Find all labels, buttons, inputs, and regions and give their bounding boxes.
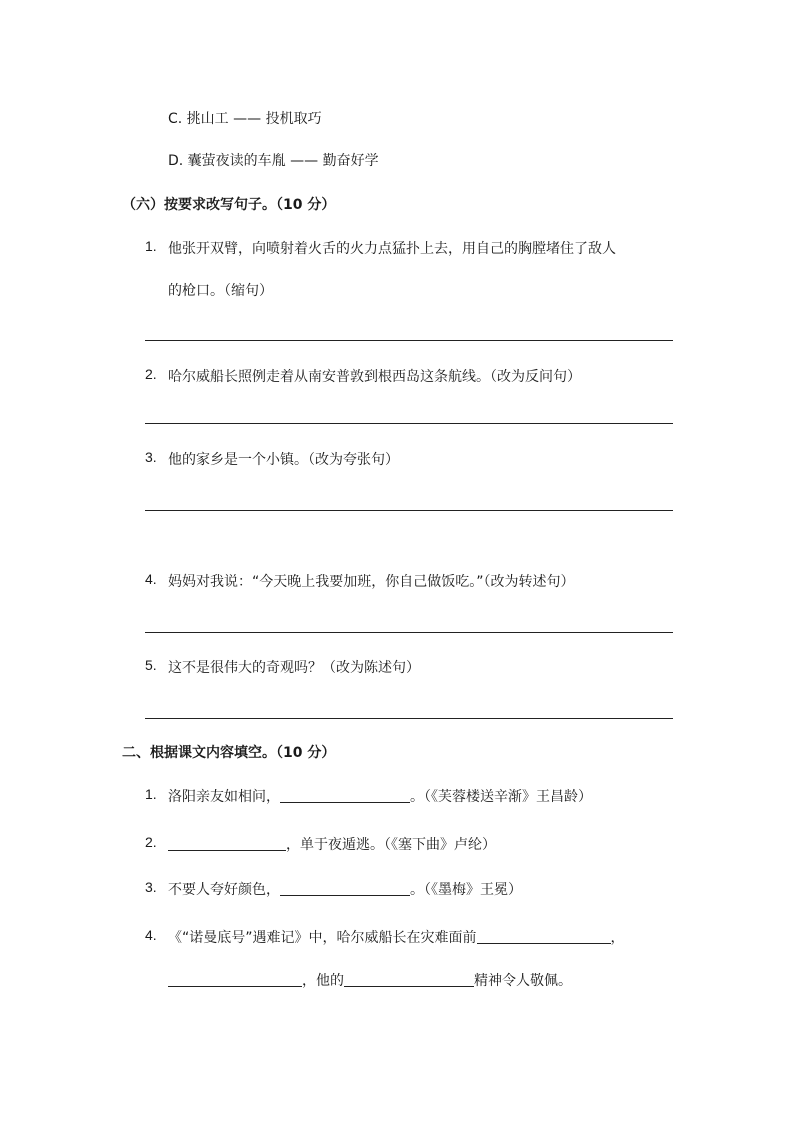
s2-item3-number: 3.: [145, 879, 157, 895]
fill-blank-3[interactable]: [280, 881, 410, 896]
s6-item5-text: 这不是很伟大的奇观吗？（改为陈述句）: [168, 660, 420, 676]
s6-item1-text: 他张开双臂，向喷射着火舌的火力点猛扑上去，用自己的胸膛堵住了敌人: [168, 241, 616, 257]
s2-item1-post: 。（《芙蓉楼送辛渐》王昌龄）: [410, 789, 592, 805]
s6-item2-number: 2.: [145, 366, 157, 382]
s6-item2-text: 哈尔威船长照例走着从南安普敦到根西岛这条航线。（改为反问句）: [168, 369, 581, 385]
answer-line-1[interactable]: [145, 340, 673, 341]
s2-item1-line: [168, 786, 592, 806]
s2-item4-mid: ，他的: [302, 973, 344, 989]
s2-item2-line: [168, 834, 496, 854]
option-d: D. 囊萤夜读的车胤 —— 勤奋好学: [168, 153, 379, 169]
s2-item1-pre: 洛阳亲友如相问，: [168, 789, 280, 805]
section6-heading: （六）按要求改写句子。（10 分）: [122, 197, 336, 213]
s2-item3-pre: 不要人夸好颜色，: [168, 882, 280, 898]
fill-blank-4[interactable]: [477, 929, 611, 944]
s2-item2-post: ，单于夜遁逃。（《塞下曲》卢纶）: [286, 837, 496, 853]
s2-item3-post: 。（《墨梅》王冕）: [410, 882, 522, 898]
s2-item3-line: [168, 879, 522, 899]
s6-item1-text-cont: 的枪口。（缩句）: [168, 283, 273, 299]
fill-blank-6[interactable]: [344, 972, 474, 987]
fill-blank-5[interactable]: [168, 972, 302, 987]
option-c: C. 挑山工 —— 投机取巧: [168, 111, 322, 127]
s6-item5-number: 5.: [145, 657, 157, 673]
s2-item4-line-cont: [168, 970, 572, 990]
s2-item1-number: 1.: [145, 786, 157, 802]
s6-item3-text: 他的家乡是一个小镇。（改为夸张句）: [168, 452, 399, 468]
s6-item1-number: 1.: [145, 238, 157, 254]
answer-line-4[interactable]: [145, 632, 673, 633]
s6-item4-text: 妈妈对我说：“今天晚上我要加班，你自己做饭吃。”（改为转述句）: [168, 574, 575, 590]
s2-item2-number: 2.: [145, 834, 157, 850]
s2-item4-post: ，: [610, 930, 625, 946]
s2-item4-end: 精神令人敬佩。: [474, 973, 572, 989]
section2-heading: 二、根据课文内容填空。（10 分）: [122, 745, 336, 761]
s2-item4-line: [168, 927, 625, 947]
s2-item4-pre: 《“诺曼底号”遇难记》中，哈尔威船长在灾难面前: [168, 930, 477, 946]
fill-blank-1[interactable]: [280, 788, 410, 803]
s6-item4-number: 4.: [145, 571, 157, 587]
answer-line-2[interactable]: [145, 423, 673, 424]
fill-blank-2[interactable]: [168, 836, 286, 851]
answer-line-3[interactable]: [145, 510, 673, 511]
s6-item3-number: 3.: [145, 449, 157, 465]
answer-line-5[interactable]: [145, 718, 673, 719]
s2-item4-number: 4.: [145, 927, 157, 943]
